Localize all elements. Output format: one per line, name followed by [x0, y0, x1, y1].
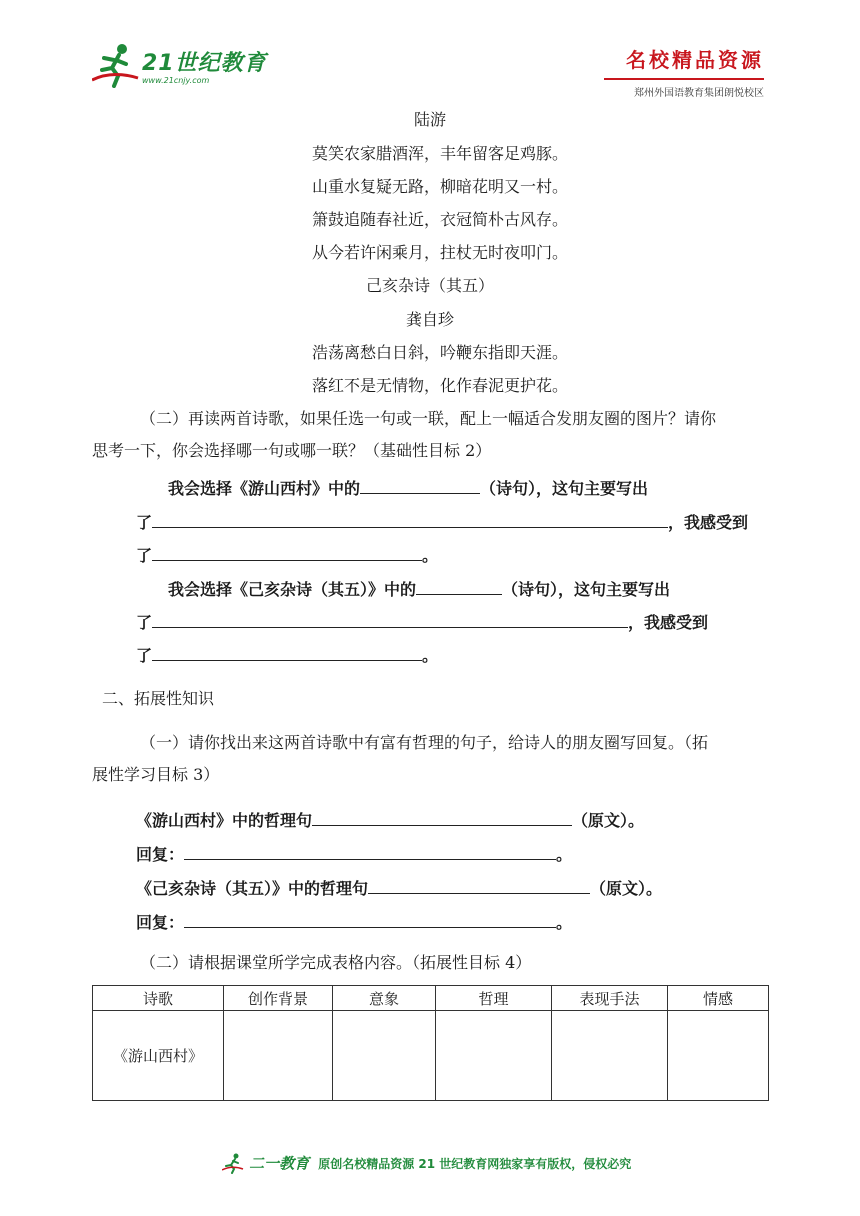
answer1-line3-prefix: 了: [136, 546, 153, 565]
philosophy2-line: [136, 876, 662, 900]
philosophy1-suffix: （原文）。: [572, 811, 645, 830]
answer1-line2-prefix: 了: [136, 513, 153, 532]
reply2-line: [136, 910, 572, 934]
table-cell-emotion[interactable]: [668, 1011, 769, 1101]
reply2-prefix: 回复：: [136, 913, 185, 932]
brand-subtitle: 郑州外国语教育集团朗悦校区: [634, 88, 764, 99]
reply1-prefix: 回复：: [136, 845, 185, 864]
runner-icon: [222, 1152, 244, 1174]
answer1-content-blank[interactable]: [152, 510, 668, 528]
question-ext-1-line2: 展性学习目标 3）: [92, 765, 220, 784]
answer1-line1: [168, 476, 648, 500]
philosophy2-blank[interactable]: [368, 876, 590, 894]
footer-brand: 二一教育: [249, 1154, 310, 1173]
answer1-line2-suffix: ，我感受到: [668, 513, 749, 532]
table-header-cell: 诗歌: [93, 986, 224, 1011]
poem-analysis-table: [92, 985, 769, 1101]
table-cell-philosophy[interactable]: [436, 1011, 552, 1101]
answer1-prefix: 我会选择《游山西村》中的: [168, 479, 361, 498]
answer1-mid: （诗句），这句主要写出: [480, 479, 649, 498]
answer2-line3-suffix: 。: [422, 646, 439, 665]
question-basic-2-line2: 思考一下，你会选择哪一句或哪一联？（基础性目标 2）: [92, 441, 492, 460]
table-header-cell: 意象: [333, 986, 436, 1011]
philosophy1-blank[interactable]: [312, 808, 572, 826]
philosophy2-prefix: 《己亥杂诗（其五）》中的哲理句: [136, 879, 369, 898]
answer1-verse-blank[interactable]: [360, 476, 480, 494]
table-header-row: [93, 986, 769, 1011]
page-footer: [222, 1152, 631, 1178]
poem2-line-1: 浩荡离愁白日斜，吟鞭东指即天涯。: [312, 343, 569, 362]
table-cell-background[interactable]: [224, 1011, 333, 1101]
poem1-author: 陆游: [413, 110, 446, 129]
question-basic-2-line1: （二）再读两首诗歌，如果任选一句或一联，配上一幅适合发朋友圈的图片？请你: [140, 409, 717, 428]
table-header-cell: 哲理: [436, 986, 552, 1011]
answer2-line2-prefix: 了: [136, 613, 153, 632]
table-cell-poem: 《游山西村》: [93, 1011, 224, 1101]
poem2-line-2: 落红不是无情物，化作春泥更护花。: [312, 376, 569, 395]
site-logo: [92, 40, 267, 90]
footer-copyright: 原创名校精品资源 21 世纪教育网独家享有版权，侵权必究: [318, 1156, 632, 1171]
poem1-line-2: 山重水复疑无路，柳暗花明又一村。: [312, 177, 569, 196]
reply2-suffix: 。: [556, 913, 573, 932]
philosophy1-line: [136, 808, 644, 832]
brand-title: 名校精品资源: [626, 48, 764, 72]
answer1-line2: [136, 510, 748, 534]
answer2-line2: [136, 610, 708, 634]
question-ext-2: （二）请根据课堂所学完成表格内容。（拓展性目标 4）: [140, 953, 532, 972]
answer2-feeling-blank[interactable]: [152, 643, 422, 661]
table-cell-technique[interactable]: [552, 1011, 668, 1101]
answer1-line3: [136, 543, 438, 567]
runner-icon: [92, 40, 140, 88]
poem2-author: 龚自珍: [405, 310, 454, 329]
answer2-line2-suffix: ，我感受到: [628, 613, 709, 632]
reply1-blank[interactable]: [184, 842, 556, 860]
answer1-line3-suffix: 。: [422, 546, 439, 565]
answer2-content-blank[interactable]: [152, 610, 628, 628]
poem2-title: 己亥杂诗（其五）: [365, 276, 494, 295]
answer2-line3: [136, 643, 438, 667]
answer1-feeling-blank[interactable]: [152, 543, 422, 561]
reply2-blank[interactable]: [184, 910, 556, 928]
philosophy1-prefix: 《游山西村》中的哲理句: [136, 811, 313, 830]
philosophy2-suffix: （原文）。: [590, 879, 663, 898]
poem1-line-4: 从今若许闲乘月，拄杖无时夜叩门。: [312, 243, 569, 262]
section-ext-heading: 二、拓展性知识: [102, 689, 215, 708]
answer2-prefix: 我会选择《己亥杂诗（其五）》中的: [168, 580, 417, 599]
poem1-line-1: 莫笑农家腊酒浑，丰年留客足鸡豚。: [312, 144, 569, 163]
reply1-line: [136, 842, 572, 866]
table-cell-imagery[interactable]: [333, 1011, 436, 1101]
school-brand: [604, 44, 764, 99]
question-ext-1-line1: （一）请你找出来这两首诗歌中有富有哲理的句子，给诗人的朋友圈写回复。（拓: [140, 733, 709, 752]
table-header-cell: 表现手法: [552, 986, 668, 1011]
answer2-verse-blank[interactable]: [416, 577, 502, 595]
poem1-line-3: 箫鼓追随春社近，衣冠简朴古风存。: [312, 210, 569, 229]
table-header-cell: 情感: [668, 986, 769, 1011]
table-header-cell: 创作背景: [224, 986, 333, 1011]
answer2-line1: [168, 577, 670, 601]
logo-text: 21世纪教育: [142, 51, 267, 76]
answer2-line3-prefix: 了: [136, 646, 153, 665]
brand-divider: [604, 78, 764, 80]
answer2-mid: （诗句），这句主要写出: [502, 580, 671, 599]
reply1-suffix: 。: [556, 845, 573, 864]
table-row: [93, 1011, 769, 1101]
logo-url: www.21cnjy.com: [142, 76, 210, 85]
